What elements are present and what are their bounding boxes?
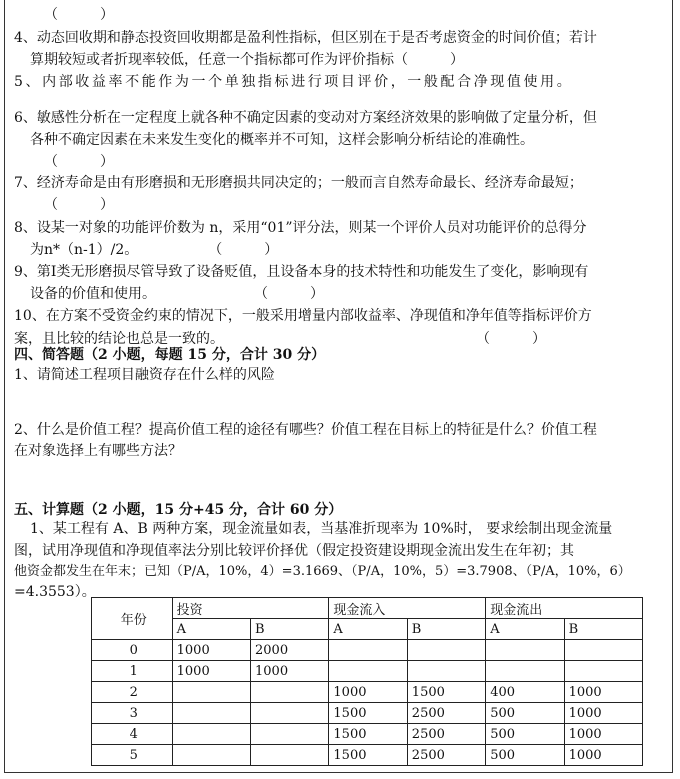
table-row — [92, 661, 643, 682]
table-cell — [172, 724, 250, 745]
question-8-line-2: 为n*（n-1）/2。 （ ） — [30, 242, 279, 258]
table-cell — [251, 703, 329, 724]
year-cell: 4 — [92, 724, 173, 745]
table-cell: 2000 — [251, 640, 329, 661]
cash-flow-table — [91, 597, 643, 766]
table-cell: 500 — [486, 703, 564, 724]
table-cell: 1000 — [564, 745, 642, 766]
table-cell: 1500 — [329, 724, 407, 745]
short-question-2-line-2: 在对象选择上有哪些方法？ — [14, 443, 182, 459]
section-4-heading: 四、简答题（2 小题，每题 15 分，合计 30 分） — [14, 347, 326, 363]
table-cell: 1000 — [564, 682, 642, 703]
table-cell: 1000 — [564, 724, 642, 745]
table-cell — [172, 703, 250, 724]
sub-header: A — [486, 619, 564, 640]
year-cell: 0 — [92, 640, 173, 661]
table-cell — [564, 661, 642, 682]
sub-header: A — [329, 619, 407, 640]
question-8-line-1: 8、设某一对象的功能评价数为 n，采用“01”评分法，则某一个评价人员对功能评价的总得分 — [14, 220, 587, 236]
year-cell: 3 — [92, 703, 173, 724]
question-10-line-1: 10、在方案不受资金约束的情况下，一般采用增量内部收益率、净现值和净年值等指标评价方 — [14, 308, 592, 324]
group-header-outflow: 现金流出 — [486, 598, 643, 619]
sub-header: A — [172, 619, 250, 640]
year-cell: 5 — [92, 745, 173, 766]
table-cell: 1000 — [172, 661, 250, 682]
question-9-line-2: 设备的价值和使用。 （ ） — [30, 286, 324, 302]
table-cell — [329, 661, 407, 682]
table-cell — [172, 682, 250, 703]
table-cell: 1000 — [564, 703, 642, 724]
question-9-line-1: 9、第Ⅰ类无形磨损尽管导致了设备贬值，且设备本身的技术特性和功能发生了变化，影响现有 — [14, 264, 589, 280]
table-cell: 500 — [486, 745, 564, 766]
table-cell: 1000 — [172, 640, 250, 661]
sub-header: B — [251, 619, 329, 640]
answer-blank-3: （ ） — [44, 7, 114, 23]
question-5: 5、内部收益率不能作为一个单独指标进行项目评价，一般配合净现值使用。 — [14, 74, 574, 90]
question-4-line-2: 算期较短或者折现率较低，任意一个指标都可作为评价指标（ ） — [30, 52, 464, 68]
answer-blank-7: （ ） — [44, 197, 114, 213]
group-header-investment: 投资 — [172, 598, 329, 619]
table-subheader-row — [92, 619, 643, 640]
question-6-line-1: 6、敏感性分析在一定程度上就各种不确定因素的变动对方案经济效果的影响做了定量分析，但 — [14, 110, 597, 126]
table-cell: 2500 — [407, 724, 485, 745]
table-header-row — [92, 598, 643, 619]
table-cell: 2500 — [407, 703, 485, 724]
year-cell: 1 — [92, 661, 173, 682]
question-7: 7、经济寿命是由有形磨损和无形磨损共同决定的；一般而言自然寿命最长、经济寿命最短； — [14, 175, 583, 191]
table-row — [92, 682, 643, 703]
table-cell — [329, 640, 407, 661]
calc-question-1-line-3: 他资金都发生在年末；已知（P/A，10%，4）=3.1669、（P/A，10%，5）=3.7908、（P/A，10%，6） — [14, 564, 631, 579]
group-header-inflow: 现金流入 — [329, 598, 486, 619]
section-5-heading: 五、计算题（2 小题，15 分+45 分，合计 60 分） — [14, 502, 343, 518]
table-cell: 1000 — [329, 682, 407, 703]
table-row — [92, 703, 643, 724]
year-cell: 2 — [92, 682, 173, 703]
calc-question-1-line-1: 1、某工程有 A、B 两种方案，现金流量如表，当基准折现率为 10%时， 要求绘制出现金流量 — [30, 521, 613, 537]
table-cell — [486, 661, 564, 682]
table-cell — [251, 724, 329, 745]
table-cell: 1500 — [407, 682, 485, 703]
table-cell — [407, 661, 485, 682]
table-cell: 400 — [486, 682, 564, 703]
question-4-line-1: 4、动态回收期和静态投资回收期都是盈利性指标，但区别在于是否考虑资金的时间价值；若计 — [14, 30, 597, 46]
table-cell: 1500 — [329, 745, 407, 766]
table-cell — [172, 745, 250, 766]
question-6-line-2: 各种不确定因素在未来发生变化的概率并不可知，这样会影响分析结论的准确性。 — [30, 132, 534, 148]
answer-blank-6: （ ） — [44, 154, 114, 170]
table-row — [92, 640, 643, 661]
table-cell: 1500 — [329, 703, 407, 724]
table-cell — [486, 640, 564, 661]
table-row — [92, 724, 643, 745]
table-cell: 2500 — [407, 745, 485, 766]
calc-question-1-line-4: =4.3553）。 — [14, 584, 96, 600]
short-question-1: 1、请简述工程项目融资存在什么样的风险 — [14, 367, 275, 383]
table-cell — [251, 745, 329, 766]
table-cell: 1000 — [251, 661, 329, 682]
table-cell — [251, 682, 329, 703]
table-cell — [564, 640, 642, 661]
table-row — [92, 745, 643, 766]
table-cell: 500 — [486, 724, 564, 745]
short-question-2-line-1: 2、什么是价值工程？提高价值工程的途径有哪些？价值工程在目标上的特征是什么？价值工程 — [14, 422, 597, 438]
table-cell — [407, 640, 485, 661]
year-header: 年份 — [92, 598, 173, 640]
sub-header: B — [564, 619, 642, 640]
question-10-line-2: 案，且比较的结论也总是一致的。 （ ） — [14, 331, 546, 347]
calc-question-1-line-2: 图，试用净现值和净现值率法分别比较评价择优（假定投资建设期现金流出发生在年初；其 — [14, 543, 574, 559]
sub-header: B — [407, 619, 485, 640]
